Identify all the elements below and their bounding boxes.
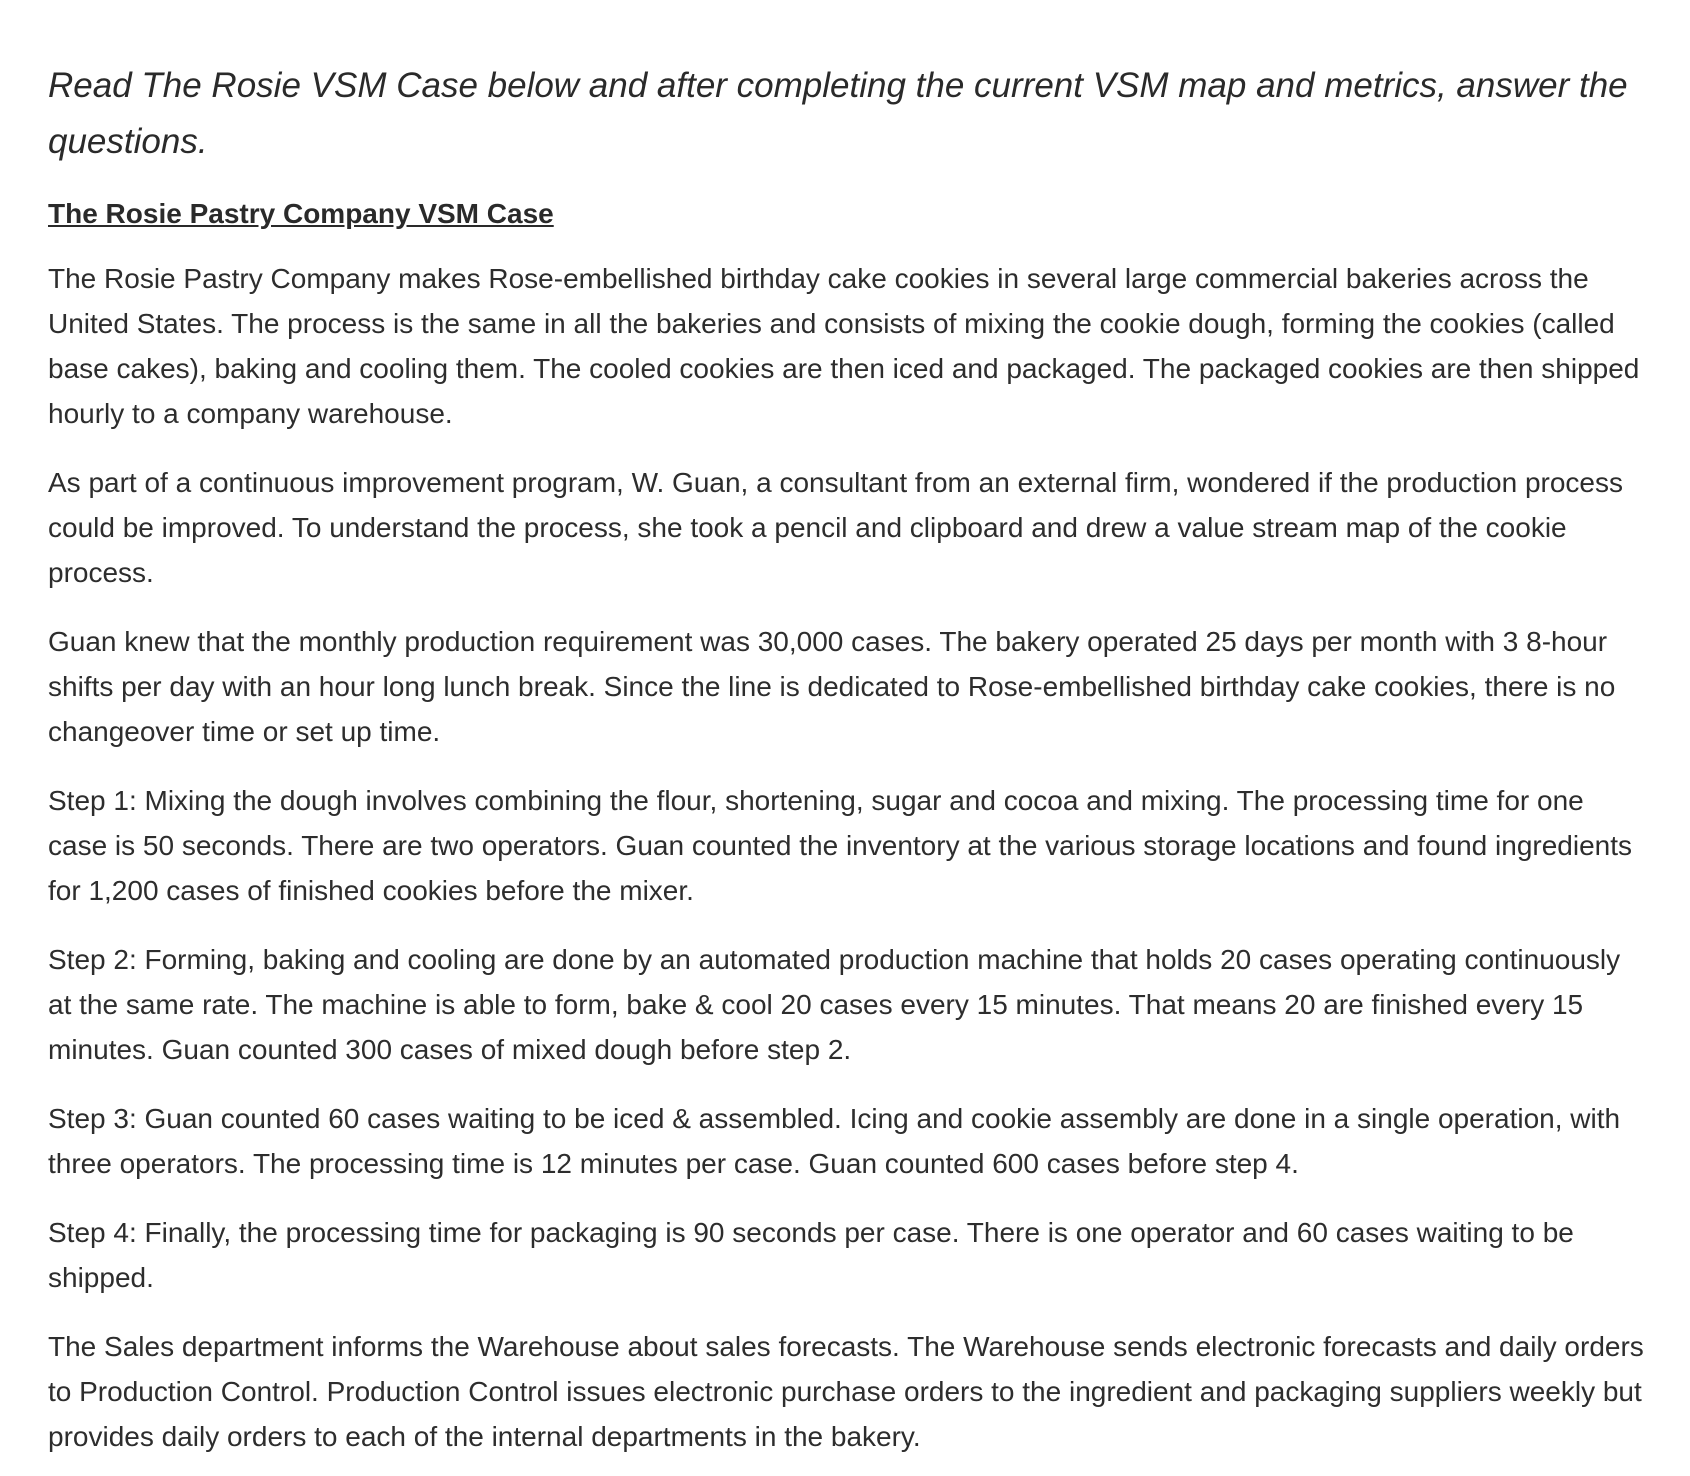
case-title-wrapper	[48, 194, 1650, 256]
paragraph-step-2: Step 2: Forming, baking and cooling are done by an automated production machine that holds 20 cases operating continuously at the same rate. The machine is able to form, bake & cool 20 cases every 15 minutes. That means 20 are finished every 15 minutes. Guan counted 300 cases of mixed dough before step 2.	[48, 944, 1621, 1065]
paragraph-step-3: Step 3: Guan counted 60 cases waiting to be iced & assembled. Icing and cookie assembly are done in a single operation, with three operators. The processing time is 12 minutes per case. Guan counted 600 cases before step 4.	[48, 1103, 1621, 1179]
intro-instructions: Read The Rosie VSM Case below and after completing the current VSM map and metrics, answer the questions.	[48, 66, 1628, 161]
paragraph-information-flow: The Sales department informs the Warehouse about sales forecasts. The Warehouse sends electronic forecasts and daily orders to Production Control. Production Control issues electronic purchase orders to the ingredient and packaging suppliers weekly but provides daily orders to each of the internal departments in the bakery.	[48, 1331, 1644, 1452]
paragraph-overview: The Rosie Pastry Company makes Rose-embellished birthday cake cookies in several large commercial bakeries across the United States. The process is the same in all the bakeries and consists of mixing the cookie dough, forming the cookies (called base cakes), baking and cooling them. The cooled cookies are then iced and packaged. The packaged cookies are then shipped hourly to a company warehouse.	[48, 263, 1640, 429]
paragraph-production-requirement: Guan knew that the monthly production requirement was 30,000 cases. The bakery operated 25 days per month with 3 8-hour shifts per day with an hour long lunch break. Since the line is dedicated to Rose-embellished birthday cake cookies, there is no changeover time or set up time.	[48, 626, 1616, 747]
case-title: The Rosie Pastry Company VSM Case	[48, 198, 554, 229]
paragraph-step-4: Step 4: Finally, the processing time for packaging is 90 seconds per case. There is one operator and 60 cases waiting to be shipped.	[48, 1217, 1574, 1293]
paragraph-consultant: As part of a continuous improvement program, W. Guan, a consultant from an external firm, wondered if the production process could be improved. To understand the process, she took a pencil and clipboard and drew a value stream map of the cookie process.	[48, 467, 1623, 588]
paragraph-step-1: Step 1: Mixing the dough involves combining the flour, shortening, sugar and cocoa and mixing. The processing time for one case is 50 seconds. There are two operators. Guan counted the inventory at the various storage locations and found ingredients for 1,200 cases of finished cookies before the mixer.	[48, 785, 1633, 906]
